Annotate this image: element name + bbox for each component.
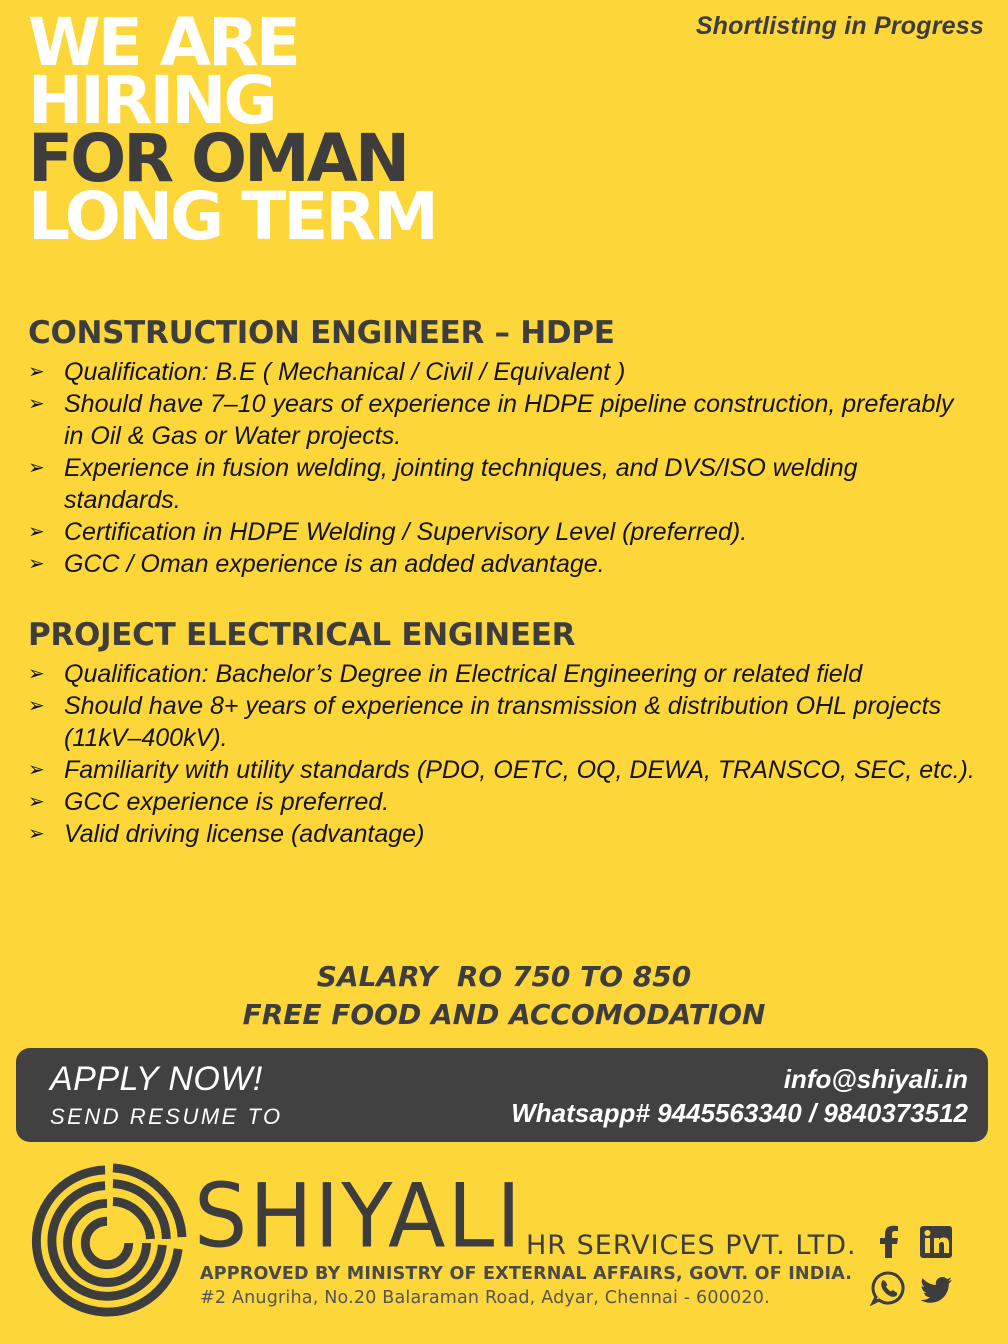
arrow-bullet-icon: ➢ (28, 791, 45, 813)
list-item: ➢ Valid driving license (advantage) (28, 820, 425, 848)
list-item: ➢ Should have 8+ years of experience in transmission & distribution OHL projects (11kV–400kV). (28, 692, 942, 752)
list-item: ➢ Qualification: B.E ( Mechanical / Civil / Equivalent ) (28, 358, 626, 386)
apply-heading: APPLY NOW! (50, 1060, 263, 1098)
status-label: Shortlisting in Progress (695, 12, 984, 40)
list-item: ➢ GCC experience is preferred. (28, 788, 390, 816)
position-title: CONSTRUCTION ENGINEER – HDPE (28, 315, 615, 351)
salary-text: SALARY RO 750 TO 850 (316, 960, 692, 993)
company-logo-icon (30, 1162, 188, 1320)
list-item: ➢ Should have 7–10 years of experience in HDPE pipeline construction, preferably in Oil & Gas or Water projects. (28, 390, 954, 450)
arrow-bullet-icon: ➢ (28, 759, 45, 781)
position-title: PROJECT ELECTRICAL ENGINEER (28, 617, 576, 653)
list-item: ➢ Experience in fusion welding, jointing techniques, and DVS/ISO welding standards. (28, 454, 858, 514)
list-item: ➢ GCC / Oman experience is an added advantage. (28, 550, 605, 578)
headline (28, 4, 436, 255)
headline-line-2: HIRING (28, 62, 275, 139)
arrow-bullet-icon: ➢ (28, 695, 45, 717)
benefits-block (0, 958, 1008, 1034)
list-item: ➢ Certification in HDPE Welding / Supervisory Level (preferred). (28, 518, 748, 546)
headline-line-4: LONG TERM (28, 178, 436, 255)
arrow-bullet-icon: ➢ (28, 361, 45, 383)
arrow-bullet-icon: ➢ (28, 457, 45, 479)
requirements-list (28, 658, 978, 850)
headline-line-1: WE ARE (28, 4, 298, 81)
list-item: ➢ Familiarity with utility standards (PDO, OETC, OQ, DEWA, TRANSCO, SEC, etc.). (28, 756, 975, 784)
company-footer (0, 1150, 1008, 1344)
list-item: ➢ Qualification: Bachelor’s Degree in Electrical Engineering or related field (28, 660, 863, 688)
arrow-bullet-icon: ➢ (28, 393, 45, 415)
arrow-bullet-icon: ➢ (28, 663, 45, 685)
whatsapp-numbers[interactable]: Whatsapp# 9445563340 / 9840373512 (511, 1098, 968, 1128)
apply-banner (16, 1048, 988, 1142)
position-construction-engineer (28, 314, 978, 580)
company-suffix: HR SERVICES PVT. LTD. (526, 1230, 857, 1261)
facebook-icon[interactable] (872, 1224, 908, 1260)
contact-email-link[interactable]: info@shiyali.in (783, 1064, 968, 1094)
requirements-list (28, 356, 978, 580)
whatsapp-icon[interactable] (870, 1270, 906, 1306)
arrow-bullet-icon: ➢ (28, 823, 45, 845)
headline-line-3: FOR OMAN (28, 120, 408, 197)
twitter-icon[interactable] (918, 1272, 954, 1308)
arrow-bullet-icon: ➢ (28, 521, 45, 543)
linkedin-icon[interactable] (918, 1224, 954, 1260)
company-address: #2 Anugriha, No.20 Balaraman Road, Adyar, Chennai - 600020. (200, 1288, 770, 1308)
apply-subheading: SEND RESUME TO (50, 1104, 283, 1129)
arrow-bullet-icon: ➢ (28, 553, 45, 575)
approval-text: APPROVED BY MINISTRY OF EXTERNAL AFFAIRS, GOVT. OF INDIA. (200, 1264, 853, 1284)
position-electrical-engineer (28, 616, 978, 850)
company-name: SHIYALI (194, 1164, 524, 1268)
perks-text: FREE FOOD AND ACCOMODATION (242, 998, 766, 1031)
